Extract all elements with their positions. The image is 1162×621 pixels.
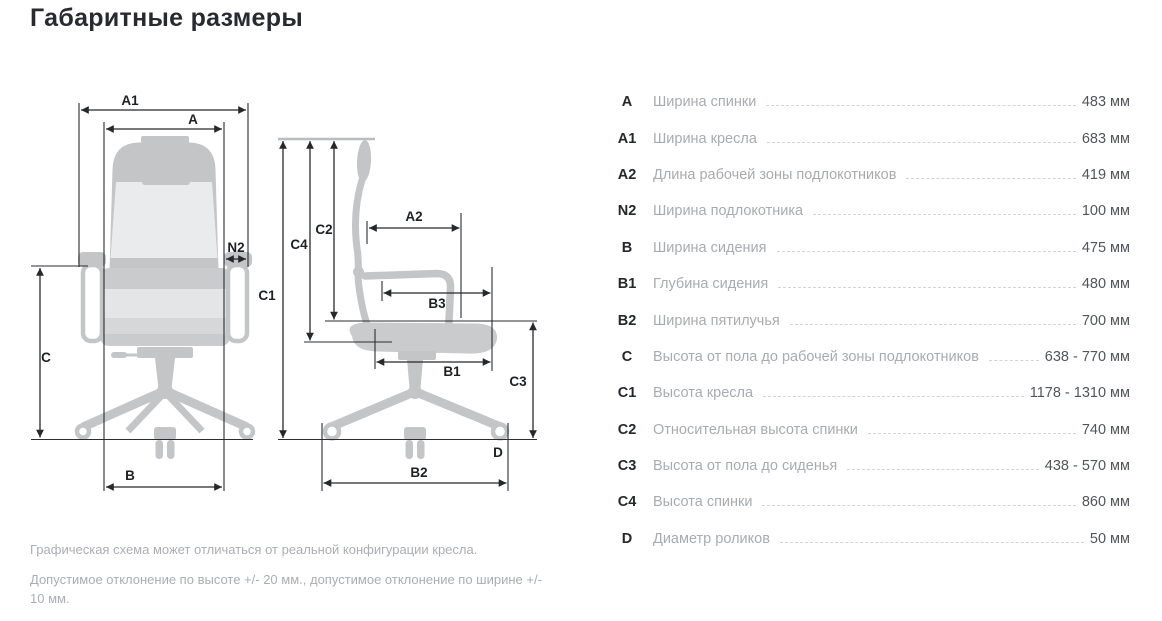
dim-label: Высота спинки [653, 494, 753, 511]
dim-code: C [621, 348, 633, 365]
dotted-leader [989, 349, 1039, 361]
dim-label: Высота кресла [653, 385, 754, 402]
dim-code: A2 [617, 166, 637, 183]
front-leg-hub [157, 383, 173, 399]
side-leg-left [331, 392, 414, 427]
side-backrest-profile [356, 180, 371, 334]
side-caster-prong-right [417, 440, 425, 459]
dim-label: Высота от пола до сиденья [653, 458, 838, 475]
dim-label-c4: C4 [290, 237, 308, 252]
footnote-schema: Графическая схема может отличаться от реальной конфигурации кресла. [30, 542, 478, 557]
dim-label: Ширина подлокотника [653, 203, 804, 220]
dim-code: N2 [617, 203, 637, 220]
side-caster-right [493, 425, 507, 439]
dim-label-c3: C3 [509, 374, 527, 389]
table-row [609, 412, 1130, 448]
front-caster-fork [154, 427, 176, 440]
dim-value: 475 мм [1081, 239, 1130, 256]
dimensions-table [609, 84, 1130, 557]
dim-label-c1: C1 [258, 288, 276, 303]
front-caster-left [77, 426, 89, 438]
dim-code: B2 [617, 312, 637, 329]
dim-label: Ширина пятилучья [653, 312, 780, 329]
footnote-tolerance: Допустимое отклонение по высоте +/- 20 мм., допустимое отклонение по ширине +/- 10 мм. [30, 571, 542, 606]
dim-label-c2: C2 [315, 222, 333, 237]
dim-value: 683 мм [1081, 130, 1130, 147]
dotted-leader [767, 131, 1076, 143]
table-row [609, 375, 1130, 411]
table-row [609, 302, 1130, 338]
side-caster-fork [404, 427, 426, 440]
front-headrest-lower-tab [142, 177, 190, 185]
dotted-leader [778, 276, 1076, 288]
dim-value: 100 мм [1081, 203, 1130, 220]
dim-code: C4 [617, 494, 637, 511]
dotted-leader [762, 494, 1075, 506]
footnotes [30, 541, 542, 609]
table-row [609, 484, 1130, 520]
dim-label-b3: B3 [428, 296, 446, 311]
table-row [609, 157, 1130, 193]
table-row [609, 120, 1130, 156]
dim-label: Длина рабочей зоны подлокотников [653, 166, 897, 183]
table-row [609, 266, 1130, 302]
dim-code: A [621, 94, 633, 111]
dim-label-d: D [493, 445, 503, 460]
dim-value: 700 мм [1081, 312, 1130, 329]
dotted-leader [763, 385, 1024, 397]
page-title: Габаритные размеры [30, 4, 303, 32]
dim-label: Ширина сидения [653, 239, 767, 256]
table-row [609, 521, 1130, 557]
dim-code: B1 [617, 276, 637, 293]
dotted-leader [906, 167, 1075, 179]
table-row [609, 84, 1130, 120]
dim-label-b1: B1 [443, 364, 461, 379]
side-headrest [356, 140, 372, 183]
dotted-leader [766, 94, 1076, 106]
table-row [609, 339, 1130, 375]
dim-label-a1: A1 [121, 93, 139, 108]
side-leg-right [416, 392, 501, 427]
table-row [609, 230, 1130, 266]
dim-code: D [621, 530, 633, 547]
front-caster-right [241, 426, 253, 438]
dim-code: C2 [617, 421, 637, 438]
dotted-leader [813, 203, 1076, 215]
dim-value: 419 мм [1081, 166, 1130, 183]
dim-value: 860 мм [1081, 494, 1130, 511]
dotted-leader [847, 458, 1039, 470]
dim-label-n2: N2 [227, 240, 245, 255]
dim-label: Относительная высота спинки [653, 421, 858, 438]
dim-code: B [621, 239, 633, 256]
dim-label-c: C [41, 350, 51, 365]
table-row [609, 448, 1130, 484]
side-caster-prong-left [406, 440, 414, 459]
dotted-leader [777, 240, 1076, 252]
left-armrest-frame [83, 265, 102, 341]
chair-dimension-diagram [0, 0, 580, 620]
chair-front-view [77, 136, 253, 459]
dotted-leader [868, 422, 1076, 434]
front-seat-stripe-light [100, 289, 230, 318]
dim-value: 480 мм [1081, 276, 1130, 293]
side-caster-left [325, 425, 339, 439]
dim-value: 1178 - 1310 мм [1029, 385, 1130, 402]
dim-label: Глубина сидения [653, 276, 769, 293]
dim-label: Ширина спинки [653, 94, 757, 111]
dim-label: Высота от пола до рабочей зоны подлокотников [653, 348, 979, 365]
dim-label-a: A [188, 112, 198, 127]
front-caster-prong-left [156, 440, 164, 459]
dim-code: C1 [617, 385, 637, 402]
dim-label-b: B [125, 468, 135, 483]
front-caster-prong-right [167, 440, 175, 459]
front-lever-handle [111, 352, 127, 358]
dim-label: Диаметр роликов [653, 530, 770, 547]
dim-code: A1 [617, 130, 637, 147]
dim-label-b2: B2 [410, 465, 428, 480]
dim-label: Ширина кресла [653, 130, 757, 147]
table-row [609, 193, 1130, 229]
front-seat-stripe-mid [100, 318, 230, 334]
dotted-leader [790, 313, 1076, 325]
side-leg-hub [408, 385, 422, 399]
dotted-leader [780, 531, 1084, 543]
front-backrest-mesh [111, 182, 218, 258]
dim-value: 638 - 770 мм [1044, 348, 1130, 365]
dim-label-a2: A2 [405, 209, 423, 224]
dim-code: C3 [617, 458, 637, 475]
dim-value: 438 - 570 мм [1044, 458, 1130, 475]
right-armrest-frame [228, 265, 247, 341]
dim-value: 50 мм [1089, 530, 1130, 547]
dim-value: 740 мм [1081, 421, 1130, 438]
side-mechanism [398, 351, 436, 360]
dim-value: 483 мм [1081, 94, 1130, 111]
side-seat [350, 323, 498, 354]
chair-side-view [278, 139, 507, 459]
